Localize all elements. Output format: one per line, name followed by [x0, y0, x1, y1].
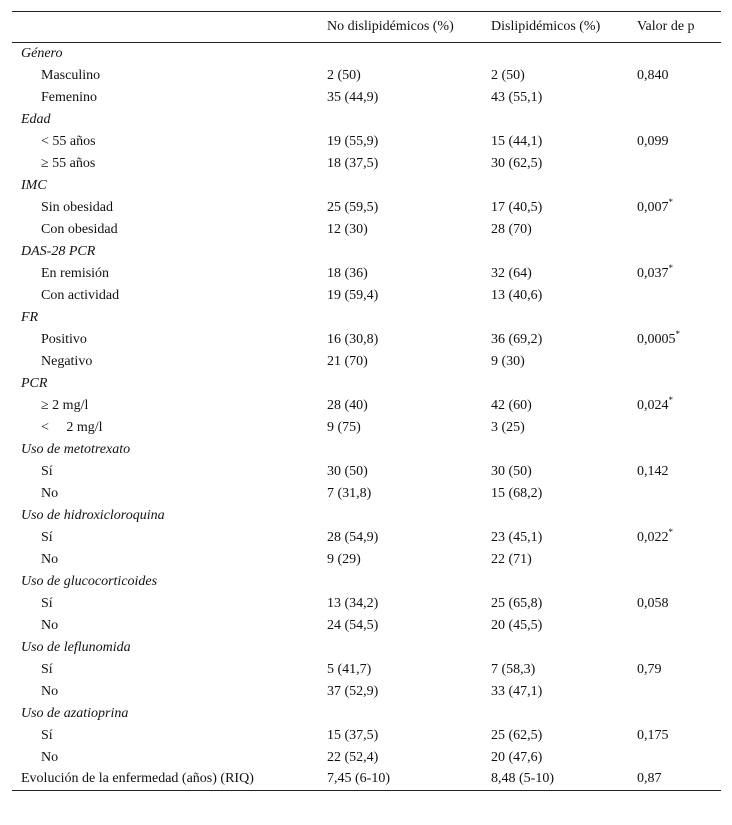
p-value-cell: [637, 549, 721, 571]
dyslipidemic-value: 25 (62,5): [491, 727, 543, 743]
p-value-cell: [637, 747, 721, 769]
row-label: No: [41, 683, 59, 699]
row-label: Sí: [41, 727, 53, 743]
p-value: 0,037: [637, 265, 669, 281]
row-label: En remisión: [41, 265, 110, 281]
no-dyslipidemic-value: 35 (44,9): [327, 89, 379, 105]
table-row: [12, 483, 721, 505]
no-dyslipidemic-value: 30 (50): [327, 463, 368, 479]
no-dyslipidemic-value: 28 (54,9): [327, 529, 379, 545]
group-label: Uso de azatioprina: [21, 705, 129, 721]
dyslipidemic-value: 25 (65,8): [491, 595, 543, 611]
dyslipidemic-value: 32 (64): [491, 265, 532, 281]
group-label: Uso de metotrexato: [21, 441, 131, 457]
row-label: < 2 mg/l: [41, 419, 103, 435]
p-value-cell: [637, 131, 721, 153]
dyslipidemic-value: 7 (58,3): [491, 661, 536, 677]
p-value: 0,0005: [637, 331, 676, 347]
p-value-cell: [637, 395, 721, 417]
group-header-row: [12, 43, 721, 65]
group-label: Uso de hidroxicloroquina: [21, 507, 165, 523]
row-label: ≥ 55 años: [41, 155, 96, 171]
header-row: [12, 12, 721, 43]
p-value: 0,175: [637, 727, 669, 743]
table-row: [12, 329, 721, 351]
results-table: [12, 11, 721, 791]
row-label: Femenino: [41, 89, 97, 105]
p-value-cell: [637, 329, 721, 351]
p-value-cell: [637, 87, 721, 109]
group-label: Género: [21, 45, 63, 61]
no-dyslipidemic-value: 15 (37,5): [327, 727, 379, 743]
significance-marker: *: [675, 328, 680, 339]
table-header: [12, 12, 721, 43]
no-dyslipidemic-value: 25 (59,5): [327, 199, 379, 215]
no-dyslipidemic-value: 24 (54,5): [327, 617, 379, 633]
p-value-cell: [637, 615, 721, 637]
p-value-cell: [637, 285, 721, 307]
table-row: [12, 263, 721, 285]
row-label: Con obesidad: [41, 221, 118, 237]
group-header-row: [12, 109, 721, 131]
group-label: Uso de leflunomida: [21, 639, 131, 655]
group-header-row: [12, 241, 721, 263]
table-row: [12, 417, 721, 439]
dyslipidemic-value: 15 (68,2): [491, 485, 543, 501]
group-header-row: [12, 439, 721, 461]
p-value: 0,024: [637, 397, 669, 413]
p-value-cell: [637, 725, 721, 747]
p-value-cell: [637, 417, 721, 439]
group-header-row: [12, 505, 721, 527]
no-dyslipidemic-value: 5 (41,7): [327, 661, 372, 677]
table-row: [12, 131, 721, 153]
dyslipidemic-value: 17 (40,5): [491, 199, 543, 215]
dyslipidemic-value: 15 (44,1): [491, 133, 543, 149]
dyslipidemic-value: 28 (70): [491, 221, 532, 237]
dyslipidemic-value: 20 (45,5): [491, 617, 543, 633]
significance-marker: *: [668, 394, 673, 405]
no-dyslipidemic-value: 16 (30,8): [327, 331, 379, 347]
no-dyslipidemic-value: 19 (59,4): [327, 287, 379, 303]
dyslipidemic-value: 13 (40,6): [491, 287, 543, 303]
group-header-row: [12, 571, 721, 593]
table-row: [12, 285, 721, 307]
significance-marker: *: [668, 196, 673, 207]
table-row: [12, 87, 721, 109]
table-body: [12, 43, 721, 791]
p-value-cell: [637, 197, 721, 219]
table-row: [12, 65, 721, 87]
header-p-value: Valor de p: [637, 12, 721, 43]
header-dyslipidemic: Dislipidémicos (%): [491, 12, 637, 43]
table-row: [12, 593, 721, 615]
dyslipidemic-value: 9 (30): [491, 353, 525, 369]
p-value-cell: [637, 681, 721, 703]
row-label: Sí: [41, 463, 53, 479]
row-label: Con actividad: [41, 287, 120, 303]
table-row: [12, 549, 721, 571]
table-row: [12, 395, 721, 417]
group-header-row: [12, 307, 721, 329]
header-no-dyslipidemic: No dislipidémicos (%): [327, 12, 491, 43]
group-label: IMC: [21, 177, 47, 193]
table-row: [12, 725, 721, 747]
no-dyslipidemic-value: 18 (36): [327, 265, 368, 281]
dyslipidemic-value: 3 (25): [491, 419, 525, 435]
p-value: 0,058: [637, 595, 669, 611]
group-header-row: [12, 175, 721, 197]
dyslipidemic-value: 43 (55,1): [491, 89, 543, 105]
table-row: [12, 527, 721, 549]
no-dyslipidemic-value: 9 (29): [327, 551, 361, 567]
group-header-row: [12, 703, 721, 725]
table-row: [12, 659, 721, 681]
dyslipidemic-value: 30 (62,5): [491, 155, 543, 171]
table-row: [12, 219, 721, 241]
no-dyslipidemic-value: 37 (52,9): [327, 683, 379, 699]
dyslipidemic-value: 20 (47,6): [491, 749, 543, 765]
dyslipidemic-value: 42 (60): [491, 397, 532, 413]
row-label: No: [41, 749, 59, 765]
row-label: Positivo: [41, 331, 87, 347]
no-dyslipidemic-value: 22 (52,4): [327, 749, 379, 765]
significance-marker: *: [668, 262, 673, 273]
disease-evolution-row: [12, 769, 721, 791]
dyslipidemic-value: 22 (71): [491, 551, 532, 567]
header-variable: [12, 12, 327, 43]
p-value: 0,099: [637, 133, 669, 149]
no-dyslipidemic-value: 2 (50): [327, 67, 361, 83]
row-label: < 55 años: [41, 133, 96, 149]
p-value: 0,840: [637, 67, 669, 83]
no-dyslipidemic-value: 18 (37,5): [327, 155, 379, 171]
table-row: [12, 461, 721, 483]
group-label: PCR: [21, 375, 48, 391]
p-value-cell: [637, 593, 721, 615]
dyslipidemic-value: 30 (50): [491, 463, 532, 479]
row-label: No: [41, 485, 59, 501]
no-dyslipidemic-value: 19 (55,9): [327, 133, 379, 149]
table-row: [12, 153, 721, 175]
table-row: [12, 681, 721, 703]
table-row: [12, 747, 721, 769]
row-label: Sí: [41, 595, 53, 611]
group-header-row: [12, 637, 721, 659]
row-label: Evolución de la enfermedad (años) (RIQ): [12, 769, 327, 791]
no-dyslipidemic-value: 7,45 (6-10): [327, 769, 491, 791]
group-label: Uso de glucocorticoides: [21, 573, 158, 589]
dyslipidemic-value: 23 (45,1): [491, 529, 543, 545]
table-row: [12, 351, 721, 373]
row-label: Masculino: [41, 67, 101, 83]
group-label: FR: [21, 309, 39, 325]
p-value: 0,87: [637, 769, 721, 791]
p-value: 0,022: [637, 529, 669, 545]
dyslipidemic-value: 8,48 (5-10): [491, 769, 637, 791]
p-value: 0,142: [637, 463, 669, 479]
group-header-row: [12, 373, 721, 395]
row-label: ≥ 2 mg/l: [41, 397, 89, 413]
p-value-cell: [637, 219, 721, 241]
table-row: [12, 197, 721, 219]
p-value-cell: [637, 461, 721, 483]
group-label: Edad: [21, 111, 51, 127]
dyslipidemic-value: 33 (47,1): [491, 683, 543, 699]
no-dyslipidemic-value: 13 (34,2): [327, 595, 379, 611]
row-label: No: [41, 617, 59, 633]
table-row: [12, 615, 721, 637]
p-value-cell: [637, 351, 721, 373]
p-value-cell: [637, 527, 721, 549]
p-value-cell: [637, 483, 721, 505]
dyslipidemic-value: 2 (50): [491, 67, 525, 83]
dyslipidemic-value: 36 (69,2): [491, 331, 543, 347]
p-value: 0,79: [637, 661, 662, 677]
significance-marker: *: [668, 526, 673, 537]
p-value-cell: [637, 65, 721, 87]
no-dyslipidemic-value: 12 (30): [327, 221, 368, 237]
row-label: No: [41, 551, 59, 567]
row-label: Sin obesidad: [41, 199, 113, 215]
p-value-cell: [637, 153, 721, 175]
row-label: Sí: [41, 529, 53, 545]
p-value-cell: [637, 263, 721, 285]
no-dyslipidemic-value: 21 (70): [327, 353, 368, 369]
no-dyslipidemic-value: 7 (31,8): [327, 485, 372, 501]
row-label: Sí: [41, 661, 53, 677]
no-dyslipidemic-value: 9 (75): [327, 419, 361, 435]
p-value: 0,007: [637, 199, 669, 215]
no-dyslipidemic-value: 28 (40): [327, 397, 368, 413]
row-label: Negativo: [41, 353, 93, 369]
group-label: DAS-28 PCR: [21, 243, 96, 259]
p-value-cell: [637, 659, 721, 681]
